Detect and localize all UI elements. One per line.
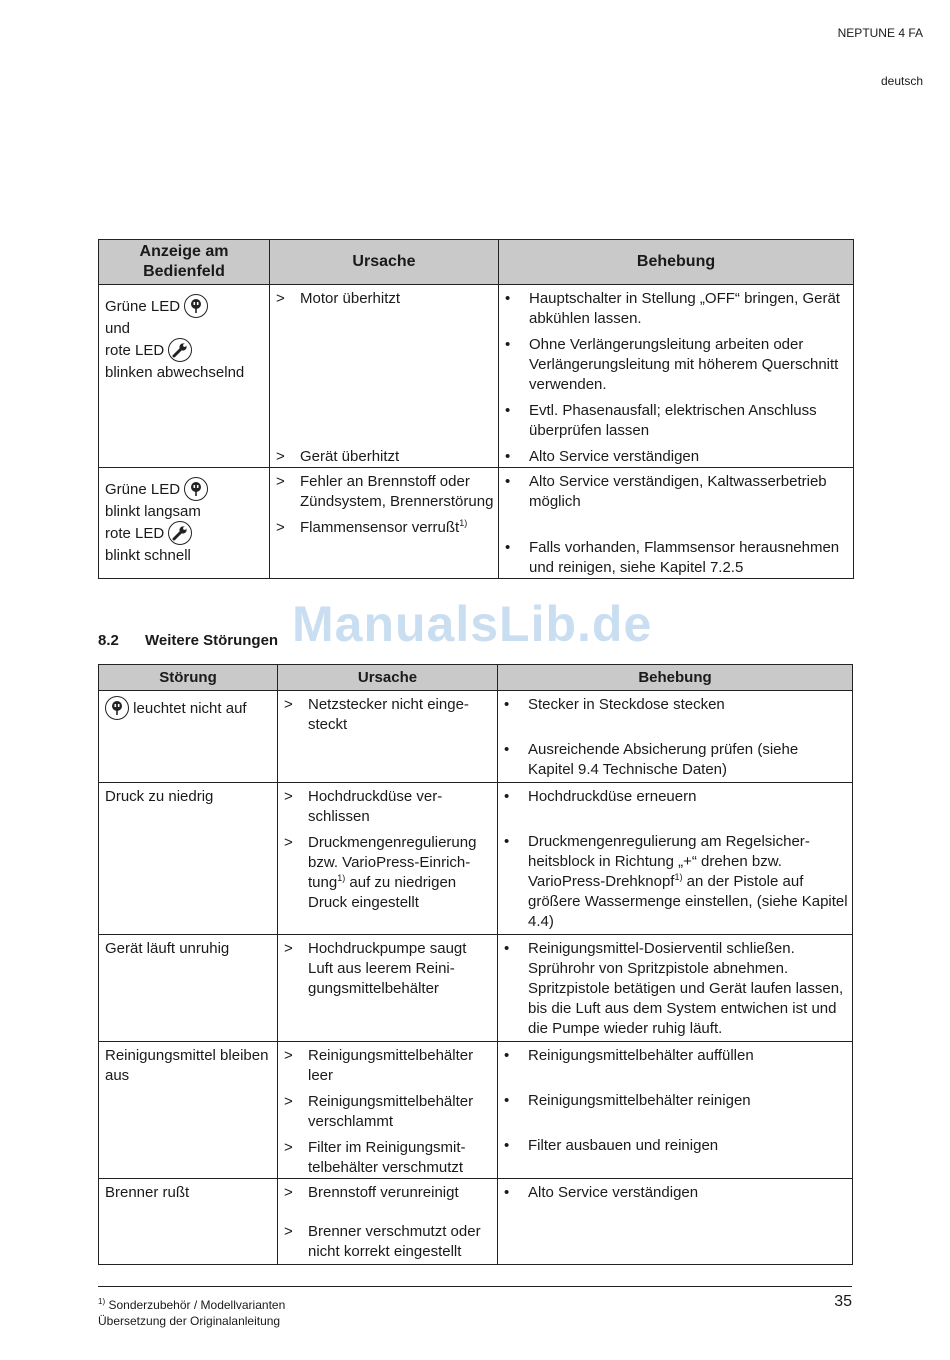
bullet-marker: • [505,448,511,465]
col-header-ursache: Ursache [270,240,499,285]
bullet-marker: • [504,1047,510,1064]
fix-text: Alto Service verständigen, Kaltwasserbetrieb möglich [529,473,827,510]
footnote-text: Sonderzubehör / Modellvarianten [108,1298,286,1312]
bullet-marker: • [505,473,511,490]
led-label-green: Grüne LED [105,297,181,315]
col-header-behebung: Behebung [498,665,853,691]
cause-text: Brennstoff verunreinigt [308,1184,459,1201]
arrow-marker: > [276,290,285,307]
behebung-cell [498,935,853,1042]
fix-text: Reinigungsmittelbehälter reinigen [528,1092,751,1109]
arrow-marker: > [284,834,293,851]
fix-text: Falls vorhanden, Flammsensor herausnehmen und reinigen, siehe Kapitel 7.2.5 [529,539,840,576]
ursache-cell [270,285,499,468]
cause-text: auf zu niedrigen Druck eingestellt [308,874,457,911]
col-header-anzeige: Anzeige am Bedienfeld [99,240,270,285]
cause-text: Gerät überhitzt [300,448,400,465]
led-state: blinkt schnell [105,547,191,564]
fix-text: an der Pistole auf größere Wassermenge einstellen, (siehe Kapitel 4.4) [528,873,848,930]
fault-text: Druck zu niedrig [105,788,214,805]
led-state: blinkt langsam [105,503,201,520]
behebung-cell [498,691,853,783]
stoerung-cell [99,1042,278,1179]
footnote-ref: 1) [337,873,346,883]
section-heading [98,632,278,649]
stoerung-cell [99,935,278,1042]
fix-text: Ohne Verlängerungsleitung arbeiten oder Verlängerungsleitung mit höherem Querschnitt verwenden. [529,336,839,393]
header-language: deutsch [880,74,923,88]
fix-text: Stecker in Steckdose stecken [528,696,725,713]
table-header-row [99,665,853,691]
cause-text: Fehler an Brennstoff oder Zündsystem, Brennerstörung [300,473,494,510]
col-header-ursache: Ursache [278,665,498,691]
fix-text: Hauptschalter in Stellung „OFF“ bringen, Gerät abkühlen lassen. [529,290,840,327]
wrench-icon [168,338,192,362]
fix-text: Druckmengenregulierung am Regelsicherheitsblock in Richtung „+“ drehen bzw. VarioPress-Drehknopf [528,833,810,890]
behebung-cell [499,468,854,579]
cause-text: Hochdruckdüse verschlissen [308,788,443,825]
fix-text: Ausreichende Absicherung prüfen (siehe Kapitel 9.4 Technische Daten) [528,741,799,778]
ursache-cell [278,1042,498,1179]
ursache-cell [278,1179,498,1265]
footer-divider [98,1286,852,1287]
power-plug-icon [105,696,129,720]
led-label-red: rote LED [105,524,165,542]
footnote-mark: 1) [98,1297,106,1306]
footnote-ref: 1) [674,872,683,882]
power-plug-icon [184,294,208,318]
bullet-marker: • [505,290,511,307]
table-row [99,285,854,468]
cause-text: Motor überhitzt [300,290,401,307]
stoerung-cell [99,783,278,935]
bullet-marker: • [504,788,510,805]
watermark: ManualsLib.de [292,596,653,652]
bullet-marker: • [504,696,510,713]
arrow-marker: > [284,1093,293,1110]
bullet-marker: • [504,741,510,758]
behebung-cell [498,1042,853,1179]
cause-text: Druckmengenregulierung bzw. VarioPress-Einrichtung [308,834,477,891]
fault-text: Brenner rußt [105,1184,190,1201]
fix-text: Filter ausbauen und reinigen [528,1137,719,1154]
anzeige-cell [99,468,270,579]
fault-text: Reinigungsmittel bleiben aus [105,1047,269,1084]
bullet-marker: • [504,940,510,957]
table-row [99,1179,853,1265]
bullet-marker: • [504,1137,510,1154]
behebung-cell [498,1179,853,1265]
header-model: NEPTUNE 4 FA [837,26,923,40]
arrow-marker: > [284,940,293,957]
arrow-marker: > [284,1184,293,1201]
col-header-stoerung: Störung [99,665,278,691]
arrow-marker: > [276,448,285,465]
footnote-ref: 1) [459,518,468,528]
bullet-marker: • [505,336,511,353]
led-label-red: rote LED [105,341,165,359]
col-header-behebung: Behebung [499,240,854,285]
ursache-cell [278,935,498,1042]
anzeige-cell [99,285,270,468]
wrench-icon [168,521,192,545]
bullet-marker: • [505,402,511,419]
cause-text: Flammensensor verrußt [300,519,460,536]
power-plug-icon [184,477,208,501]
bullet-marker: • [504,1184,510,1201]
table-row [99,468,854,579]
behebung-cell [498,783,853,935]
cause-text: Reinigungsmittelbehälter leer [308,1047,474,1084]
bullet-marker: • [504,1092,510,1109]
fix-text: Alto Service verständigen [529,448,700,465]
bullet-marker: • [505,539,511,556]
ursache-cell [278,783,498,935]
cause-text: Hochdruckpumpe saugt Luft aus leerem Reinigungsmittelbehälter [308,940,467,997]
fix-text: Alto Service verständigen [528,1184,699,1201]
fix-text: Reinigungsmittelbehälter auffüllen [528,1047,754,1064]
fix-text: Hochdruckdüse erneuern [528,788,697,805]
led-conjunction: und [105,320,131,337]
fix-text: Reinigungsmittel-Dosierventil schließen. Sprührohr von Spritzpistole abnehmen. Spritzpistole betätigen und Gerät laufen lassen, bis die Luft aus dem System entwichen ist und die Pumpe wieder ruhig läuft. [528,940,844,1037]
fix-text: Evtl. Phasenausfall; elektrischen Anschluss überprüfen lassen [529,402,817,439]
arrow-marker: > [284,1223,293,1240]
section-number: 8.2 [98,632,119,649]
table-row [99,935,853,1042]
cause-text: Netzstecker nicht eingesteckt [308,696,469,733]
ursache-cell [278,691,498,783]
fault-text: leuchtet nicht auf [133,699,247,717]
arrow-marker: > [284,1047,293,1064]
stoerung-cell [99,1179,278,1265]
table-header-row [99,240,854,285]
table-row [99,783,853,935]
arrow-marker: > [284,1139,293,1156]
further-faults-table [98,664,853,1265]
translation-note: Übersetzung der Originalanleitung [98,1314,281,1328]
footer-notes [98,1294,285,1329]
led-label-green: Grüne LED [105,480,181,498]
behebung-cell [499,285,854,468]
led-fault-table [98,239,854,579]
arrow-marker: > [276,519,285,536]
arrow-marker: > [276,473,285,490]
cause-text: Brenner verschmutzt oder nicht korrekt eingestellt [308,1223,481,1260]
led-state: blinken abwechselnd [105,364,245,381]
arrow-marker: > [284,696,293,713]
table-row [99,1042,853,1179]
cause-text: Reinigungsmittelbehälter verschlammt [308,1093,474,1130]
fault-text: Gerät läuft unruhig [105,940,230,957]
section-title: Weitere Störungen [145,632,279,649]
page-number: 35 [834,1293,852,1310]
ursache-cell [270,468,499,579]
table-row [99,691,853,783]
stoerung-cell [99,691,278,783]
cause-text: Filter im Reinigungsmittelbehälter verschmutzt [308,1139,466,1176]
bullet-marker: • [504,833,510,850]
arrow-marker: > [284,788,293,805]
